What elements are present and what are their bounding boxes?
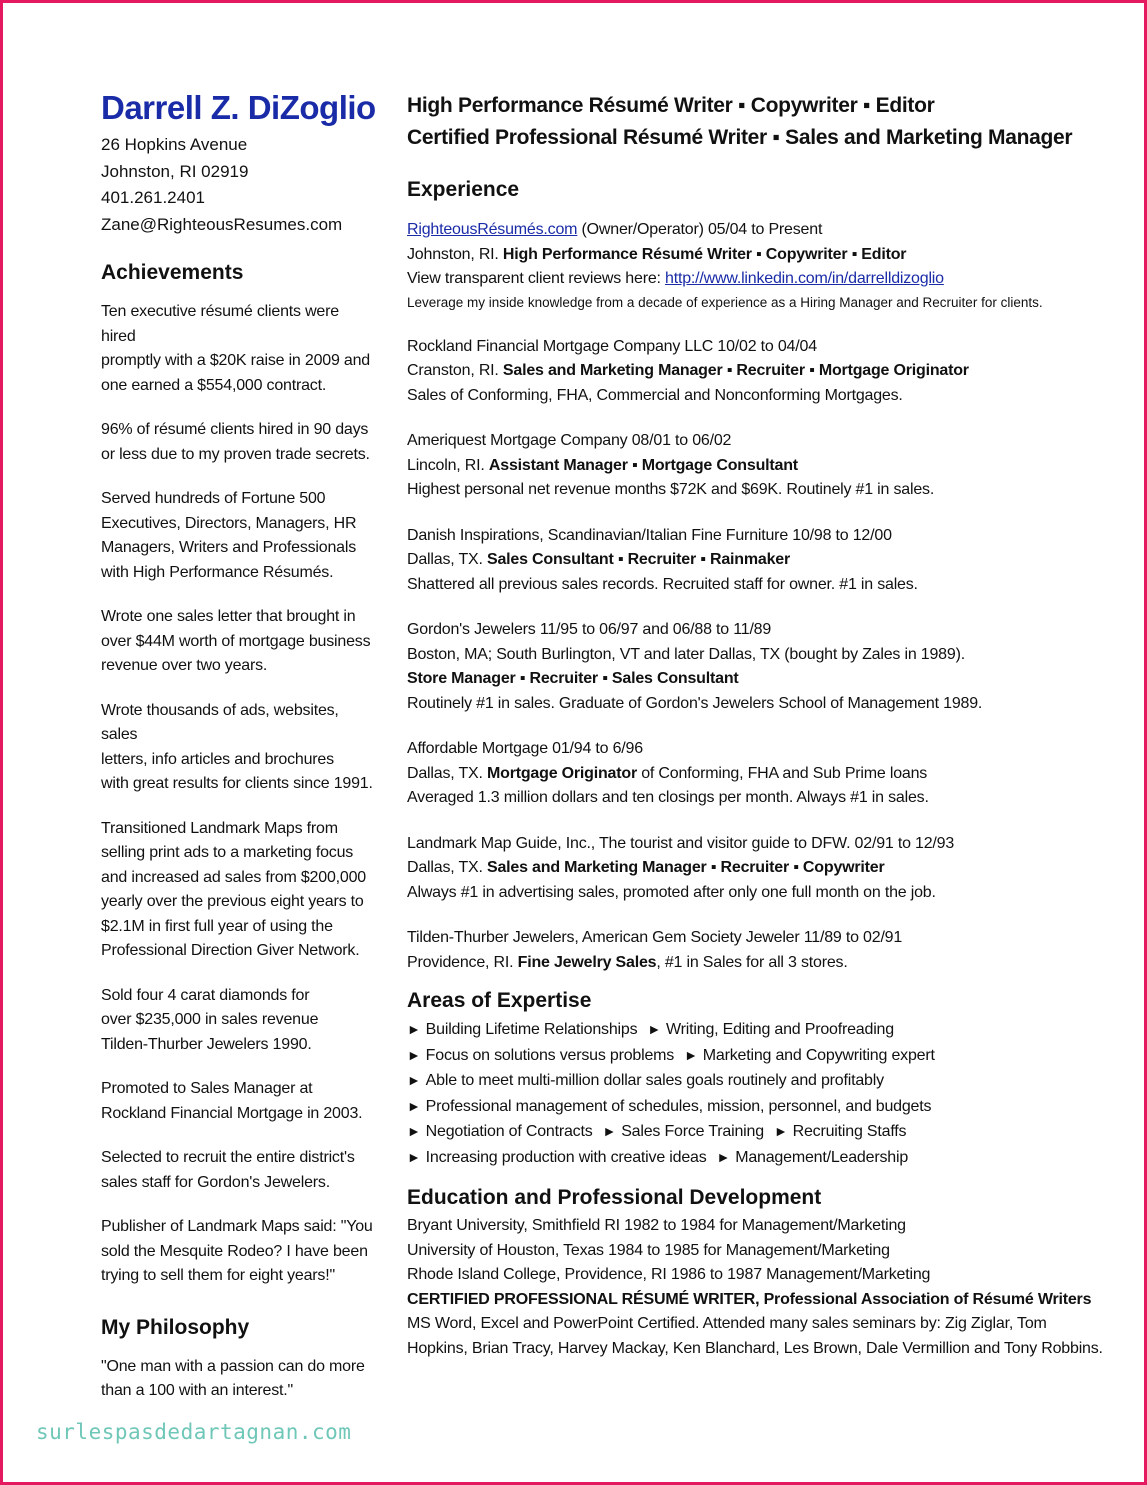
- right-column: [407, 90, 1107, 1361]
- job-title: Sales and Marketing Manager ▪ Recruiter ▪ Copywriter: [487, 859, 885, 876]
- arrow-bullet-icon: ►: [407, 1072, 421, 1088]
- achievement-line: 96% of résumé clients hired in 90 days: [101, 421, 369, 438]
- job-title: Sales Consultant ▪ Recruiter ▪ Rainmaker: [487, 551, 791, 568]
- achievements-heading: Achievements: [101, 261, 244, 284]
- expertise-row: [407, 1094, 1107, 1120]
- arrow-bullet-icon: ►: [647, 1021, 662, 1037]
- arrow-bullet-icon: ►: [602, 1123, 617, 1139]
- job-header: Danish Inspirations, Scandinavian/Italian Fine Furniture 10/98 to 12/00: [407, 526, 892, 544]
- arrow-bullet-icon: ►: [407, 1148, 421, 1165]
- email-address: Zane@RighteousResumes.com: [101, 214, 343, 234]
- arrow-bullet-icon: ►: [407, 1021, 421, 1037]
- achievement-item: [101, 817, 376, 964]
- achievement-line: revenue over two years.: [101, 657, 268, 674]
- achievement-line: Transitioned Landmark Maps from: [101, 819, 338, 837]
- achievement-line: Promoted to Sales Manager at: [101, 1080, 313, 1097]
- achievement-line: yearly over the previous eight years to: [101, 893, 364, 910]
- expertise-list: [407, 1017, 1107, 1170]
- expertise-item: Increasing production with creative ideas: [425, 1148, 707, 1166]
- job-location-title: [407, 359, 1107, 384]
- achievement-line: with High Performance Résumés.: [101, 563, 334, 581]
- job-header: Landmark Map Guide, Inc., The tourist and visitor guide to DFW. 02/91 to 12/93: [407, 834, 955, 852]
- expertise-item: Marketing and Copywriting expert: [702, 1046, 935, 1064]
- job-location: Dallas, TX.: [407, 859, 487, 876]
- job-location-title: [407, 762, 1107, 787]
- job-description: Sales of Conforming, FHA, Commercial and Nonconforming Mortgages.: [407, 386, 903, 404]
- job-role-dates: (Owner/Operator) 05/04 to Present: [577, 221, 823, 238]
- arrow-bullet-icon: ►: [684, 1046, 698, 1063]
- job-header: [407, 218, 1107, 243]
- reviews-label: View transparent client reviews here:: [407, 270, 666, 287]
- candidate-name: Darrell Z. DiZoglio: [101, 89, 376, 126]
- expertise-row: [407, 1145, 1107, 1171]
- arrow-bullet-icon: ►: [407, 1046, 421, 1063]
- expertise-item: Negotiation of Contracts: [425, 1123, 593, 1140]
- arrow-bullet-icon: ►: [407, 1097, 421, 1114]
- job-header: Ameriquest Mortgage Company 08/01 to 06/02: [407, 432, 732, 449]
- job-location: Dallas, TX.: [407, 551, 487, 568]
- achievement-item: [101, 1077, 376, 1126]
- job-entry: [407, 524, 1107, 598]
- education-heading: Education and Professional Development: [407, 1186, 822, 1209]
- job-title-suffix: of Conforming, FHA and Sub Prime loans: [636, 764, 928, 782]
- achievement-line: Served hundreds of Fortune 500: [101, 490, 326, 507]
- achievement-item: [101, 605, 376, 679]
- job-entry: [407, 926, 1107, 975]
- headline-primary: High Performance Résumé Writer ▪ Copywriter ▪ Editor: [407, 94, 935, 117]
- job-header: Affordable Mortgage 01/94 to 6/96: [407, 740, 643, 757]
- achievement-item: [101, 418, 376, 467]
- company-link[interactable]: RighteousRésumés.com: [407, 221, 578, 238]
- phone-number: 401.261.2401: [101, 188, 205, 207]
- job-location-title: [407, 548, 1107, 573]
- job-entry: [407, 429, 1107, 503]
- achievement-line: letters, info articles and brochures: [101, 750, 334, 768]
- job-title: Assistant Manager ▪ Mortgage Consultant: [488, 456, 798, 474]
- expertise-heading: Areas of Expertise: [407, 989, 592, 1012]
- job-location: Dallas, TX.: [407, 764, 487, 782]
- expertise-item: Writing, Editing and Proofreading: [666, 1021, 894, 1038]
- job-location: Cranston, RI.: [407, 362, 503, 379]
- reviews-line: [407, 267, 1107, 292]
- achievement-line: sales staff for Gordon's Jewelers.: [101, 1173, 330, 1191]
- achievement-line: Rockland Financial Mortgage in 2003.: [101, 1104, 363, 1122]
- expertise-item: Able to meet multi-million dollar sales goals routinely and profitably: [425, 1072, 884, 1089]
- job-entry: [407, 335, 1107, 409]
- achievement-item: [101, 487, 376, 585]
- job-location: Johnston, RI.: [407, 245, 503, 263]
- achievement-line: selling print ads to a marketing focus: [101, 844, 354, 861]
- job-entry: [407, 832, 1107, 906]
- job-title-suffix: , #1 in Sales for all 3 stores.: [656, 953, 848, 971]
- achievement-line: $2.1M in first full year of using the: [101, 917, 333, 935]
- achievement-line: Sold four 4 carat diamonds for: [101, 986, 310, 1004]
- education-line: University of Houston, Texas 1984 to 1985 for Management/Marketing: [407, 1241, 890, 1259]
- job-location-title: [407, 454, 1107, 479]
- achievement-line: Managers, Writers and Professionals: [101, 539, 357, 556]
- arrow-bullet-icon: ►: [773, 1123, 788, 1139]
- arrow-bullet-icon: ►: [716, 1148, 731, 1165]
- achievement-item: [101, 699, 376, 797]
- certification-line: CERTIFIED PROFESSIONAL RÉSUMÉ WRITER, Professional Association of Résumé Writers: [407, 1290, 1092, 1308]
- expertise-item: Sales Force Training: [621, 1123, 764, 1140]
- job-header: Gordon's Jewelers 11/95 to 06/97 and 06/88 to 11/89: [407, 621, 772, 638]
- job-title: Mortgage Originator: [487, 764, 637, 782]
- achievement-line: Executives, Directors, Managers, HR: [101, 514, 357, 532]
- expertise-row: [407, 1119, 1107, 1145]
- expertise-row: [407, 1068, 1107, 1094]
- expertise-row: [407, 1043, 1107, 1069]
- achievement-line: Selected to recruit the entire district's: [101, 1149, 355, 1166]
- achievement-line: over $44M worth of mortgage business: [101, 632, 371, 650]
- job-location-title: [407, 243, 1107, 268]
- job-location-title: [407, 856, 1107, 881]
- achievement-item: [101, 300, 376, 398]
- philosophy-line: than a 100 with an interest.": [101, 1382, 294, 1399]
- job-title: High Performance Résumé Writer ▪ Copywriter ▪ Editor: [502, 245, 907, 263]
- job-description: Always #1 in advertising sales, promoted after only one full month on the job.: [407, 883, 936, 901]
- job-title: Fine Jewelry Sales: [517, 953, 657, 971]
- education-line: Rhode Island College, Providence, RI 1986 to 1987 Management/Marketing: [407, 1266, 931, 1283]
- job-location: Lincoln, RI.: [407, 456, 489, 474]
- achievement-item: [101, 984, 376, 1058]
- city-line: Johnston, RI 02919: [101, 161, 249, 181]
- expertise-item: Focus on solutions versus problems: [425, 1046, 675, 1064]
- job-entry: [407, 218, 1107, 314]
- philosophy-line: "One man with a passion can do more: [101, 1357, 365, 1375]
- achievement-item: [101, 1215, 376, 1289]
- philosophy-quote: [101, 1355, 376, 1404]
- philosophy-heading: My Philosophy: [101, 1315, 250, 1339]
- job-title: Store Manager ▪ Recruiter ▪ Sales Consultant: [407, 670, 739, 687]
- achievement-line: one earned a $554,000 contract.: [101, 376, 327, 394]
- seminars-line: MS Word, Excel and PowerPoint Certified. Attended many sales seminars by: Zig Ziglar, Tom: [407, 1315, 1047, 1332]
- job-location: Providence, RI.: [407, 953, 518, 971]
- achievement-line: over $235,000 in sales revenue: [101, 1011, 319, 1028]
- education-line: Bryant University, Smithfield RI 1982 to 1984 for Management/Marketing: [407, 1217, 906, 1234]
- achievement-line: Tilden-Thurber Jewelers 1990.: [101, 1035, 312, 1053]
- achievement-line: sold the Mesquite Rodeo? I have been: [101, 1242, 368, 1260]
- expertise-item: Professional management of schedules, mission, personnel, and budgets: [425, 1097, 932, 1115]
- job-description: Shattered all previous sales records. Recruited staff for owner. #1 in sales.: [407, 575, 918, 593]
- job-header: Rockland Financial Mortgage Company LLC 10/02 to 04/04: [407, 337, 817, 355]
- achievement-line: promptly with a $20K raise in 2009 and: [101, 352, 371, 369]
- job-description: Highest personal net revenue months $72K and $69K. Routinely #1 in sales.: [407, 481, 935, 498]
- expertise-item: Management/Leadership: [735, 1148, 909, 1166]
- achievement-line: Ten executive résumé clients were hired: [101, 303, 339, 345]
- headline-secondary: Certified Professional Résumé Writer ▪ Sales and Marketing Manager: [407, 126, 1073, 149]
- watermark: surlespasdedartagnan.com: [36, 1420, 352, 1444]
- job-location-title: [407, 951, 1107, 976]
- achievement-line: and increased ad sales from $200,000: [101, 868, 366, 886]
- job-entry: [407, 618, 1107, 716]
- expertise-item: Building Lifetime Relationships: [425, 1021, 638, 1038]
- achievements-list: [101, 300, 376, 1289]
- seminars-line: Hopkins, Brian Tracy, Harvey Mackay, Ken Blanchard, Les Brown, Dale Vermillion and Tony Robbins.: [407, 1339, 1103, 1357]
- job-location: Boston, MA; South Burlington, VT and later Dallas, TX (bought by Zales in 1989).: [407, 645, 965, 663]
- job-header: Tilden-Thurber Jewelers, American Gem Society Jeweler 11/89 to 02/91: [407, 929, 903, 946]
- arrow-bullet-icon: ►: [407, 1123, 421, 1139]
- achievement-line: trying to sell them for eight years!": [101, 1267, 335, 1284]
- address-line: 26 Hopkins Avenue: [101, 135, 248, 154]
- linkedin-link[interactable]: http://www.linkedin.com/in/darrelldizoglio: [665, 270, 944, 287]
- achievement-line: Wrote one sales letter that brought in: [101, 608, 356, 625]
- left-column: [101, 88, 376, 1424]
- job-description: Leverage my inside knowledge from a decade of experience as a Hiring Manager and Recruiter for clients.: [407, 294, 1043, 310]
- achievement-line: Wrote thousands of ads, websites, sales: [101, 701, 339, 743]
- achievement-line: Professional Direction Giver Network.: [101, 942, 360, 959]
- job-entry: [407, 737, 1107, 811]
- job-description: Routinely #1 in sales. Graduate of Gordon's Jewelers School of Management 1989.: [407, 694, 983, 712]
- expertise-item: Recruiting Staffs: [792, 1123, 907, 1140]
- job-title: Sales and Marketing Manager ▪ Recruiter ▪ Mortgage Originator: [502, 362, 969, 379]
- job-description: Averaged 1.3 million dollars and ten closings per month. Always #1 in sales.: [407, 789, 929, 806]
- achievement-line: Publisher of Landmark Maps said: "You: [101, 1218, 373, 1235]
- achievement-item: [101, 1146, 376, 1195]
- achievement-line: with great results for clients since 1991.: [101, 775, 373, 792]
- experience-heading: Experience: [407, 178, 520, 201]
- expertise-row: [407, 1017, 1107, 1043]
- achievement-line: or less due to my proven trade secrets.: [101, 445, 370, 463]
